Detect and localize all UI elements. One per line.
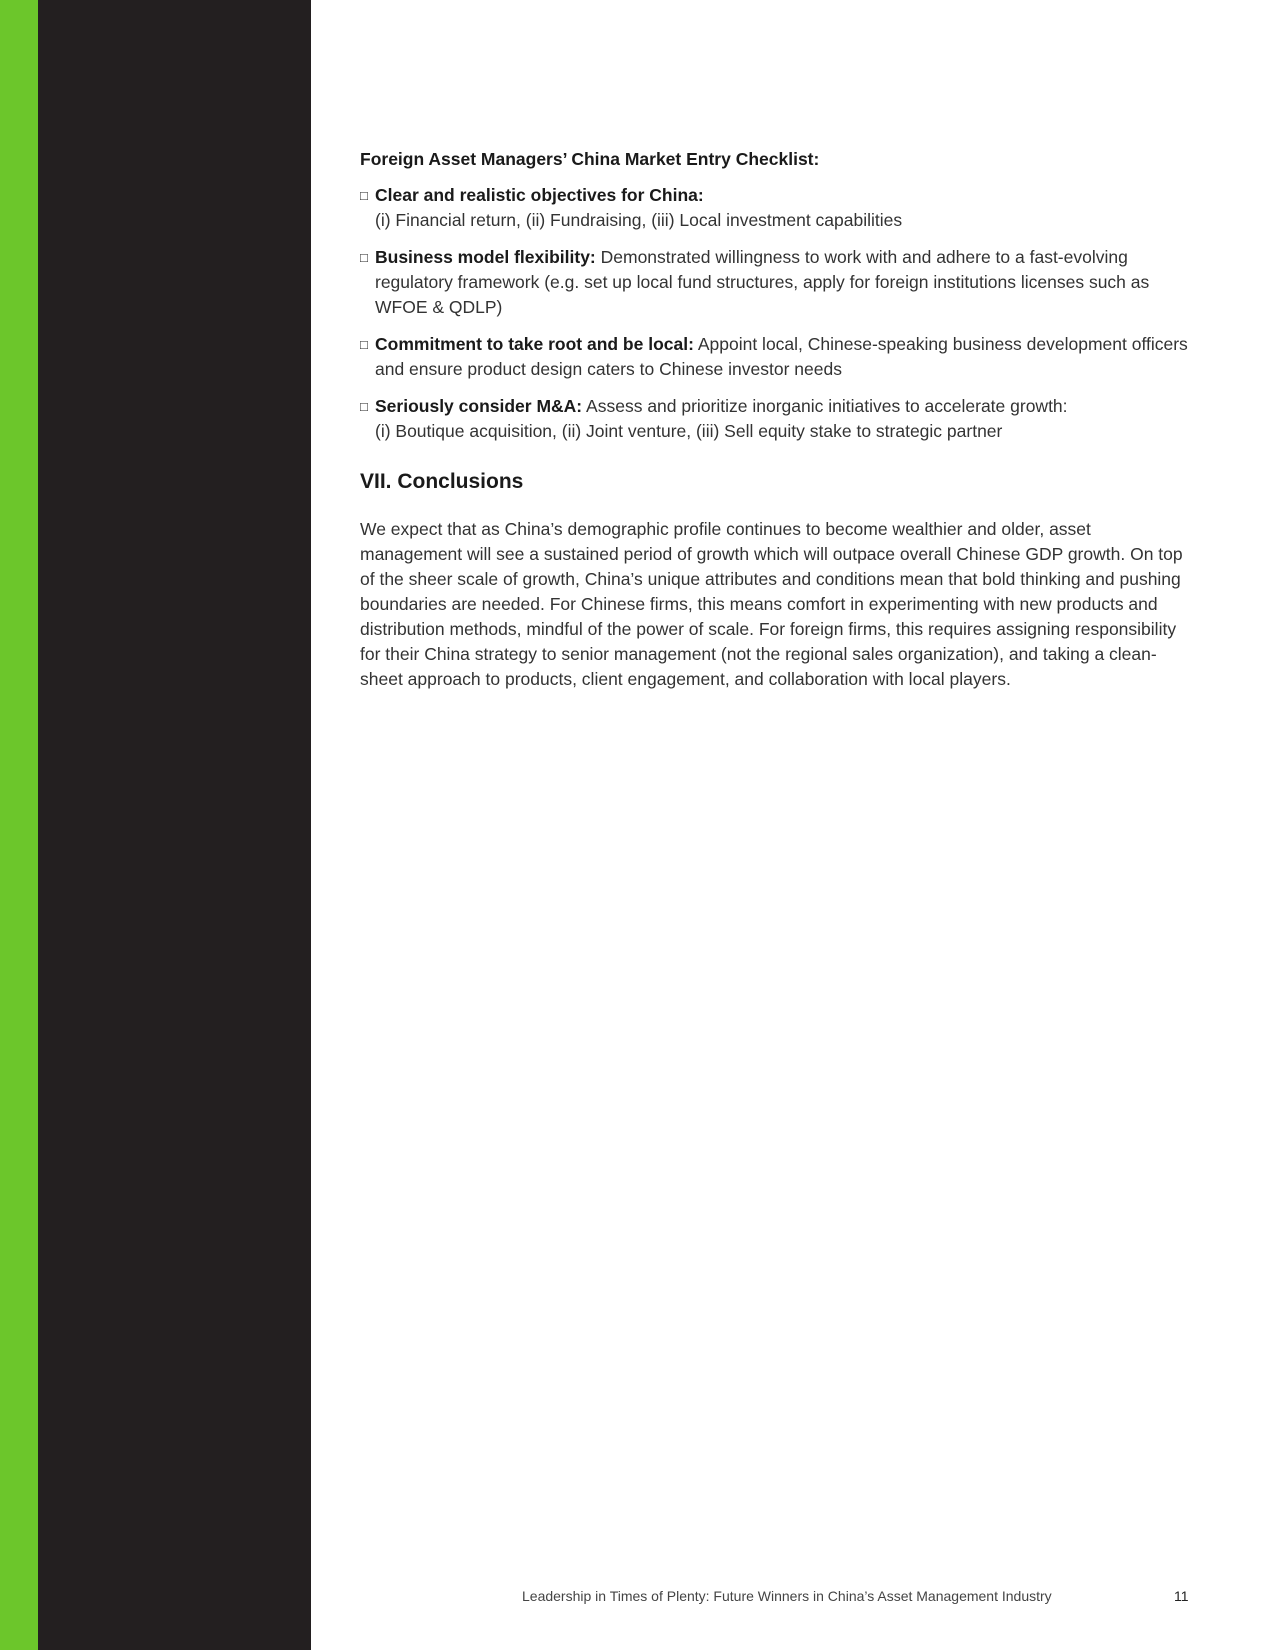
checklist-item-text: (i) Financial return, (ii) Fundraising, (iii) Local investment capabilities	[375, 210, 903, 230]
checkbox-icon: □	[360, 399, 368, 414]
checklist-item	[360, 332, 1190, 382]
main-content	[360, 146, 1190, 692]
checklist-item-text: Assess and prioritize inorganic initiatives to accelerate growth:	[586, 396, 1068, 416]
checkbox-icon: □	[360, 188, 368, 203]
checkbox-icon: □	[360, 337, 368, 352]
checklist-item-label: Clear and realistic objectives for China:	[375, 185, 704, 205]
checklist-item-label: Business model flexibility:	[375, 247, 596, 267]
checklist-item-text: Demonstrated willingness to work with and adhere to a fast-evolving regulatory framework (e.g. set up local fund structures, apply for foreign institutions licenses such as WFOE & QDLP)	[375, 247, 1150, 317]
checklist-item	[360, 394, 1190, 444]
checklist-item-text: Appoint local, Chinese-speaking business development officers and ensure product design caters to Chinese investor needs	[375, 334, 1188, 379]
checklist-item	[360, 245, 1190, 320]
dark-sidebar-panel	[38, 0, 311, 1650]
section-heading: VII. Conclusions	[360, 470, 524, 493]
footer-title: Leadership in Times of Plenty: Future Winners in China’s Asset Management Industry	[522, 1588, 1052, 1604]
checklist-title: Foreign Asset Managers’ China Market Entry Checklist:	[360, 149, 820, 169]
checkbox-icon: □	[360, 250, 368, 265]
conclusions-paragraph: We expect that as China’s demographic profile continues to become wealthier and older, asset management will see a sustained period of growth which will outpace overall Chinese GDP growth. On top of the sheer scale of growth, China’s unique attributes and conditions mean that bold thinking and pushing boundaries are needed. For Chinese firms, this means comfort in experimenting with new products and distribution methods, mindful of the power of scale. For foreign firms, this requires assigning responsibility for their China strategy to senior management (not the regional sales organization), and taking a clean-sheet approach to products, client engagement, and collaboration with local players.	[360, 519, 1183, 689]
page-number: 11	[1174, 1588, 1189, 1604]
green-sidebar-stripe	[0, 0, 38, 1650]
checklist-item-label: Seriously consider M&A:	[375, 396, 583, 416]
checklist-item	[360, 183, 1190, 233]
checklist-item-label: Commitment to take root and be local:	[375, 334, 694, 354]
checklist-item-text-2: (i) Boutique acquisition, (ii) Joint venture, (iii) Sell equity stake to strategic partner	[375, 421, 1003, 441]
